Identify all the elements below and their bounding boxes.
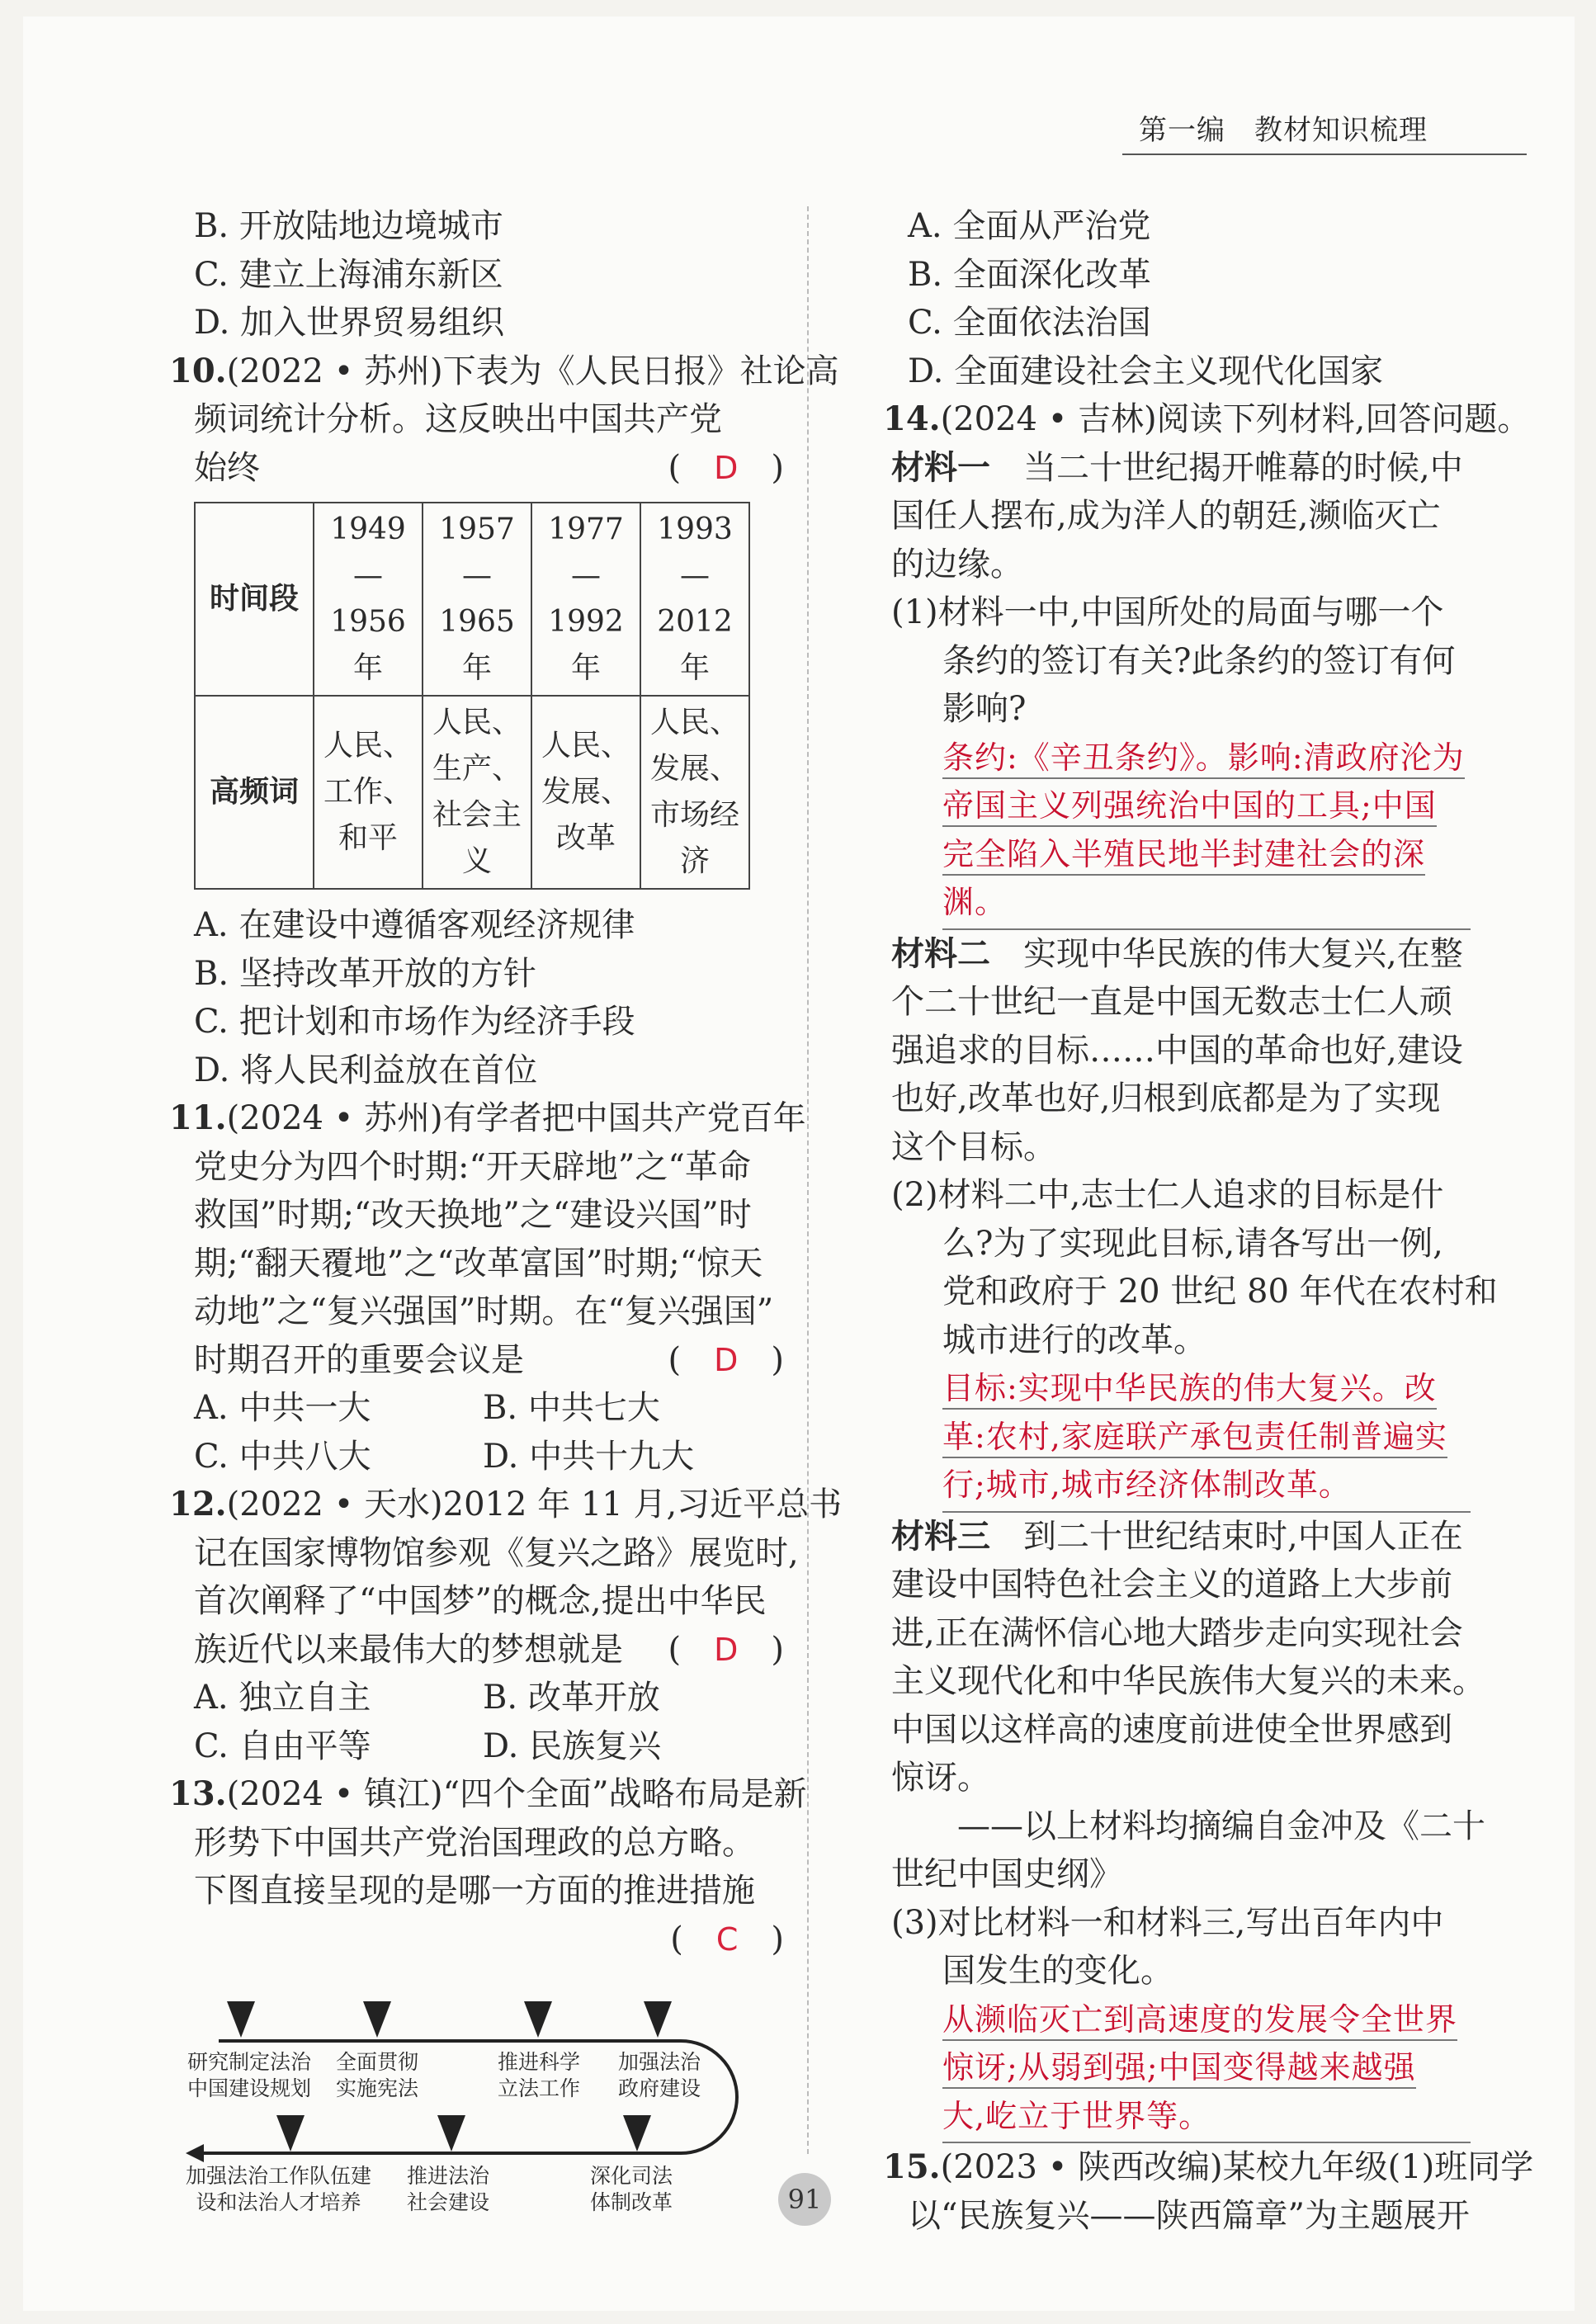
material-line: 主义现代化和中华民族伟大复兴的未来。 [891, 1662, 1485, 1700]
stem-line: 时期召开的重要会议是 [194, 1340, 524, 1379]
stem-line: 首次阐释了“中国梦”的概念,提出中华民 [194, 1582, 767, 1620]
words-cell: 人民、发展、市场经济 [640, 696, 749, 889]
diagram-label: 全面贯彻 实施宪法 [336, 2050, 419, 2100]
sub-question-1 [883, 588, 1473, 930]
option[interactable]: D. 加入世界贸易组织 [194, 304, 505, 342]
answer-line: 惊讶;从弱到强;中国变得越来越强 [942, 2049, 1416, 2089]
option[interactable]: D. 全面建设社会主义现代化国家 [908, 352, 1384, 390]
question-number: 11. [169, 1098, 227, 1137]
material-line: 进,正在满怀信心地大踏步走向实现社会 [891, 1613, 1463, 1652]
material-label: 材料三 [891, 1516, 990, 1556]
stem-line: 频词统计分析。这反映出中国共产党 [194, 400, 722, 438]
sub-question-line: 影响? [942, 690, 1027, 728]
sub-question-line: 党和政府于 20 世纪 80 年代在农村和 [942, 1273, 1498, 1311]
column-divider [807, 206, 809, 2154]
option[interactable]: C. 全面依法治国 [908, 304, 1151, 342]
diagram-label: 研究制定法治 中国建设规划 [187, 2050, 312, 2100]
option[interactable]: D. 将人民利益放在首位 [194, 1051, 538, 1089]
answer-bracket: ( D ) [668, 448, 784, 487]
sub-question-line: (3)对比材料一和材料三,写出百年内中 [891, 1903, 1444, 1942]
sub-question-line: 条约的签订有关?此条约的签订有何 [942, 641, 1456, 680]
triangle-marker [276, 2115, 305, 2152]
option[interactable]: B. 坚持改革开放的方针 [194, 954, 536, 993]
triangle-marker [623, 2115, 651, 2152]
option[interactable]: A. 独立自主 [194, 1679, 371, 1717]
stem-line: 党史分为四个时期:“开天辟地”之“革命 [194, 1147, 751, 1186]
stem-line: 以“民族复兴——陕西篇章”为主题展开 [908, 2196, 1470, 2235]
header-rule [1122, 154, 1527, 155]
sub-question-line: 么?为了实现此目标,请各写出一例, [942, 1224, 1443, 1263]
material-line: 也好,改革也好,归根到底都是为了实现 [891, 1079, 1441, 1117]
diagram-label: 加强法治 政府建设 [618, 2050, 701, 2100]
material-two [883, 930, 1473, 1172]
material-label: 材料一 [891, 447, 990, 487]
sub-question-line: 城市进行的改革。 [942, 1320, 1206, 1359]
stem-line: (2022 • 天水)2012 年 11 月,习近平总书 [226, 1486, 843, 1523]
option[interactable]: D. 中共十九大 [483, 1437, 695, 1476]
words-cell: 人民、工作、和平 [314, 696, 423, 889]
diagram-label: 推进法治 社会建设 [407, 2164, 490, 2214]
material-label: 材料二 [891, 933, 990, 973]
option[interactable]: A. 全面从严治党 [908, 207, 1151, 245]
period-cell: 1977—1992 年 [531, 503, 640, 696]
answer-1 [891, 734, 1473, 930]
question-11 [169, 1094, 806, 1481]
question-15 [883, 2143, 1534, 2240]
triangle-marker [363, 2001, 391, 2038]
diagram-label: 加强法治工作队伍建 设和法治人才培养 [186, 2164, 372, 2214]
option[interactable]: B. 改革开放 [483, 1679, 660, 1717]
period-cell: 1957—1965 年 [423, 503, 531, 696]
option[interactable]: A. 中共一大 [194, 1389, 371, 1427]
stem-line: 期;“翻天覆地”之“改革富国”时期;“惊天 [194, 1244, 763, 1282]
row-header: 高频词 [195, 696, 314, 889]
question-number: 10. [169, 351, 227, 390]
q9-options [169, 202, 784, 347]
answer-line: 完全陷入半殖民地半封建社会的深 [942, 836, 1425, 876]
option[interactable]: C. 自由平等 [194, 1726, 371, 1765]
material-line: 建设中国特色社会主义的道路上大步前 [891, 1566, 1452, 1604]
answer-3 [891, 1996, 1473, 2144]
sub-question-line: (1)材料一中,中国所处的局面与哪一个 [891, 593, 1444, 631]
question-10 [169, 347, 839, 493]
question-12 [169, 1481, 843, 1770]
material-line: 国任人摆布,成为洋人的朝廷,濒临灭亡 [891, 497, 1441, 535]
question-13 [169, 1770, 807, 1963]
answer-mark: D [714, 1631, 739, 1668]
answer-line: 渊。 [942, 878, 1471, 930]
material-line: 的边缘。 [891, 545, 1023, 583]
answer-line: 条约:《辛丑条约》。影响:清政府沦为 [942, 739, 1465, 779]
stem-line: (2023 • 陕西改编)某校九年级(1)班同学 [940, 2148, 1534, 2186]
running-header: 第一编 教材知识梳理 [1139, 114, 1428, 147]
triangle-marker [437, 2115, 465, 2152]
stem-line: 动地”之“复兴强国”时期。在“复兴强国” [194, 1292, 774, 1330]
stem-line: (2024 • 苏州)有学者把中国共产党百年 [226, 1099, 806, 1137]
q13-options [883, 202, 1473, 395]
material-line: 惊讶。 [891, 1759, 990, 1797]
source-line: ——以上材料均摘编自金冲及《二十 [957, 1807, 1485, 1845]
sub-question-3 [883, 1899, 1473, 2144]
option[interactable]: C. 建立上海浦东新区 [194, 255, 503, 294]
triangle-marker [227, 2001, 255, 2038]
material-line: 当二十世纪揭开帷幕的时候,中 [1023, 448, 1463, 487]
material-line: 到二十世纪结束时,中国人正在 [1023, 1517, 1463, 1556]
stem-line: 形势下中国共产党治国理政的总方略。 [194, 1823, 755, 1862]
stem-line: 记在国家博物馆参观《复兴之路》展览时, [194, 1533, 799, 1572]
question-number: 15. [883, 2147, 941, 2186]
triangle-marker [524, 2001, 552, 2038]
stem-line: 救国”时期;“改天换地”之“建设兴国”时 [194, 1196, 752, 1234]
sub-question-line: 国发生的变化。 [942, 1952, 1173, 1990]
question-number: 13. [169, 1774, 227, 1813]
page-number: 91 [778, 2173, 831, 2226]
answer-bracket: ( D ) [668, 1630, 784, 1669]
answer-2 [891, 1364, 1473, 1513]
q10-options [169, 901, 784, 1094]
question-number: 14. [883, 399, 941, 438]
triangle-marker [644, 2001, 672, 2038]
material-line: 实现中华民族的伟大复兴,在整 [1023, 934, 1463, 973]
stem-line: (2022 • 苏州)下表为《人民日报》社论高 [226, 352, 839, 390]
material-one [883, 444, 1473, 589]
answer-line: 帝国主义列强统治中国的工具;中国 [942, 787, 1437, 827]
answer-line: 从濒临灭亡到高速度的发展令全世界 [942, 2001, 1457, 2041]
option[interactable]: D. 民族复兴 [483, 1726, 662, 1765]
sub-question-2 [883, 1171, 1498, 1513]
stem-line: (2024 • 镇江)“四个全面”战略布局是新 [226, 1775, 807, 1813]
period-cell: 1949—1956 年 [314, 503, 423, 696]
row-header: 时间段 [195, 503, 314, 696]
stem-line: 族近代以来最伟大的梦想就是 [194, 1630, 623, 1669]
diagram-label: 推进科学 立法工作 [498, 2050, 581, 2100]
question-number: 12. [169, 1485, 227, 1523]
option[interactable]: C. 把计划和市场作为经济手段 [194, 1003, 635, 1041]
option[interactable]: B. 开放陆地边境城市 [194, 207, 503, 245]
material-line: 强追求的目标……中国的革命也好,建设 [891, 1031, 1463, 1070]
stem-line: 始终 [194, 448, 260, 487]
material-line: 这个目标。 [891, 1127, 1056, 1166]
answer-bracket: ( C ) [670, 1920, 784, 1958]
period-cell: 1993—2012 年 [640, 503, 749, 696]
answer-line: 行;城市,城市经济体制改革。 [942, 1461, 1471, 1513]
rule-of-law-diagram [186, 1977, 763, 2224]
sub-question-line: (2)材料二中,志士仁人追求的目标是什 [891, 1176, 1444, 1214]
right-column [883, 202, 1534, 2240]
option[interactable]: B. 中共七大 [483, 1389, 660, 1427]
answer-mark: D [714, 449, 739, 486]
answer-bracket: ( D ) [668, 1340, 784, 1379]
material-three [883, 1513, 1485, 1899]
material-line: 中国以这样高的速度前进使全世界感到 [891, 1710, 1452, 1749]
question-14 [883, 395, 1531, 444]
source-line: 世纪中国史纲》 [891, 1855, 1122, 1893]
diagram-label: 深化司法 体制改革 [590, 2164, 673, 2214]
stem-line: 下图直接呈现的是哪一方面的推进措施 [194, 1872, 755, 1910]
word-frequency-table [194, 502, 750, 890]
words-cell: 人民、生产、社会主义 [423, 696, 531, 889]
words-cell: 人民、发展、改革 [531, 696, 640, 889]
answer-line: 大,屹立于世界等。 [942, 2092, 1471, 2144]
stem-line: (2024 • 吉林)阅读下列材料,回答问题。 [940, 400, 1531, 438]
option[interactable]: A. 在建设中遵循客观经济规律 [194, 906, 635, 944]
answer-line: 革:农村,家庭联产承包责任制普遍实 [942, 1419, 1447, 1458]
answer-mark: D [714, 1341, 739, 1378]
answer-mark: C [715, 1920, 739, 1958]
material-line: 个二十世纪一直是中国无数志士仁人顽 [891, 983, 1452, 1021]
option[interactable]: C. 中共八大 [194, 1437, 371, 1476]
answer-line: 目标:实现中华民族的伟大复兴。改 [942, 1370, 1437, 1410]
left-column [169, 202, 843, 2224]
option[interactable]: B. 全面深化改革 [908, 255, 1151, 294]
